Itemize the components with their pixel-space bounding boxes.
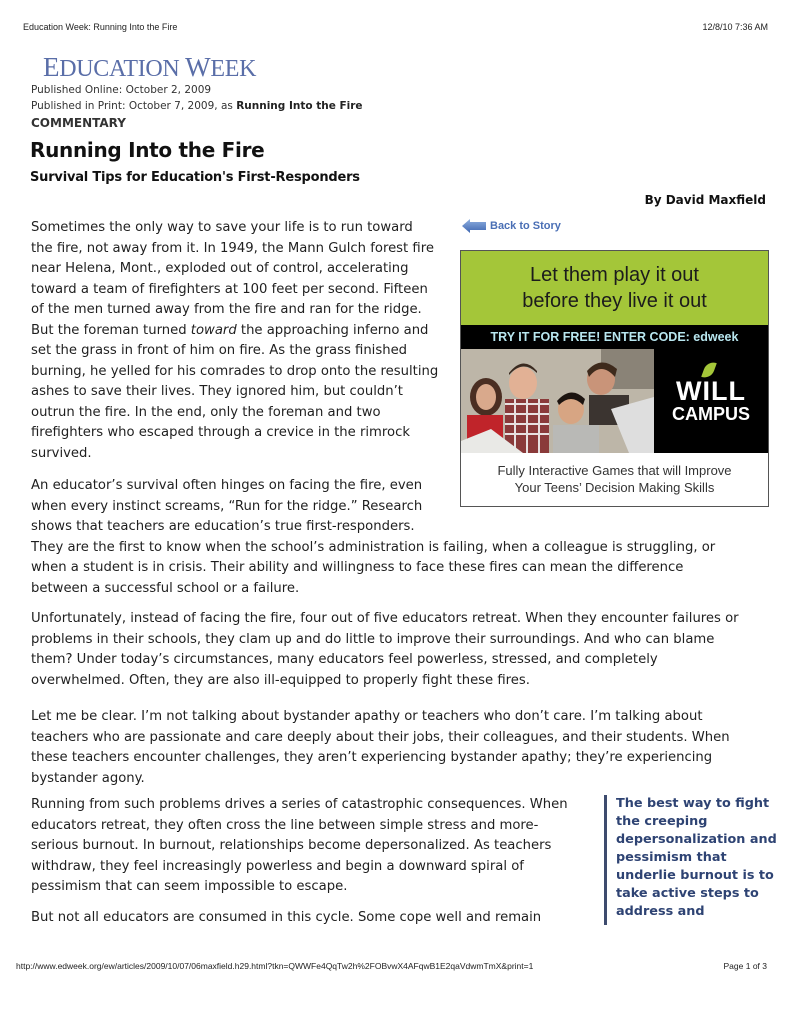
section-label: COMMENTARY — [31, 116, 126, 130]
paragraph-5 — [31, 795, 591, 898]
paragraph-6 — [31, 908, 591, 929]
byline: By David Maxfield — [644, 193, 766, 207]
text-line: them? Under today’s circumstances, many educators feel powerless, stressed, and completely — [31, 652, 658, 667]
print-timestamp: 12/8/10 7:36 AM — [702, 22, 768, 32]
published-online: Published Online: October 2, 2009 — [31, 84, 212, 96]
text-line: serious burnout. In burnout, relationships become depersonalized. As teachers — [31, 838, 552, 853]
paragraph-1 — [31, 218, 461, 464]
text-line: when a student is in crisis. Their ability and willingness to face these fires can mean the difference — [31, 560, 684, 575]
ad-headline-line2: before they live it out — [522, 290, 707, 312]
text-line: ashes to save their lives. They ignored him, but couldn’t — [31, 384, 403, 399]
pull-quote: The best way to fight the creeping depersonalization and pessimism that underlie burnout is to take active steps to address and — [604, 795, 786, 925]
text-line: Running from such problems drives a series of catastrophic consequences. When — [31, 797, 568, 812]
ad-tagline-line2: Your Teens’ Decision Making Skills — [514, 480, 715, 495]
text-line: firefighters who escaped through a crevice in the rimrock — [31, 425, 410, 440]
ad-brand-will: WILL — [676, 376, 746, 406]
text-line: They are the first to know when the school’s administration is failing, when a colleague is struggling, or — [31, 539, 716, 555]
education-week-logo[interactable]: EDUCATION WEEK — [43, 52, 257, 82]
ad-promo-code: TRY IT FOR FREE! ENTER CODE: edweek — [461, 325, 768, 349]
text-segment: But the foreman turned — [31, 322, 191, 338]
published-print-prefix: Published in Print: October 7, 2009, as — [31, 100, 237, 112]
will-campus-ad[interactable] — [460, 250, 769, 507]
text-line: problems in their schools, they clam up and do little to improve their surroundings. And who can blame — [31, 631, 715, 647]
paragraph-4 — [31, 707, 776, 789]
text-line: set the grass in front of him on fire. As the grass finished — [31, 343, 408, 358]
text-line — [31, 321, 461, 342]
article-title: Running Into the Fire — [30, 138, 265, 162]
text-line: toward a team of firefighters at 100 feet per second. Fifteen — [31, 281, 428, 297]
paragraph-3 — [31, 609, 776, 691]
document-title: Education Week: Running Into the Fire — [23, 22, 178, 32]
text-line: But not all educators are consumed in this cycle. Some cope well and remain — [31, 910, 542, 925]
text-line: withdraw, they feel increasingly powerless and begin a downward spiral of — [31, 858, 524, 874]
text-line: the fire, not away from it. In 1949, the Mann Gulch forest fire — [31, 240, 434, 256]
text-line: bystander agony. — [31, 770, 145, 786]
text-line: Unfortunately, instead of facing the fire, four out of five educators retreat. When they encounter failures or — [31, 611, 739, 626]
published-print-title: Running Into the Fire — [236, 100, 363, 112]
ad-headline — [461, 251, 768, 325]
text-line: Let me be clear. I’m not talking about bystander apathy or teachers who don’t care. I’m talking about — [31, 709, 703, 724]
text-line: educators retreat, they often cross the line between simple stress and more- — [31, 817, 539, 833]
text-line: pessimism that can seem impossible to escape. — [31, 879, 348, 894]
text-line: near Helena, Mont., exploded out of control, accelerating — [31, 261, 409, 276]
text-line: between a successful school or a failure. — [31, 580, 300, 596]
text-line: outrun the fire. In the end, only the foreman and two — [31, 404, 381, 420]
ad-tagline-line1: Fully Interactive Games that will Improve — [497, 463, 732, 478]
published-print — [31, 100, 363, 112]
text-line: burning, he yelled for his comrades to drop onto the resulting — [31, 363, 439, 379]
page-number: Page 1 of 3 — [723, 961, 767, 971]
back-to-story-label: Back to Story — [490, 220, 561, 232]
text-line: shows that teachers are education’s true first-responders. — [31, 519, 415, 534]
ad-teens-photo — [461, 349, 654, 453]
text-line: these teachers encounter challenges, they aren’t experiencing bystander apathy; they’re experiencing — [31, 750, 713, 765]
will-campus-logo — [654, 349, 768, 453]
text-line: teachers who are passionate and care deeply about their jobs, their colleagues, and their students. When — [31, 729, 730, 745]
article-subtitle: Survival Tips for Education's First-Responders — [30, 170, 360, 185]
ad-tagline — [461, 453, 768, 505]
text-line: overwhelmed. Often, they are also ill-equipped to properly fight these fires. — [31, 672, 530, 688]
ad-brand-campus: CAMPUS — [671, 404, 750, 424]
footer-url: http://www.edweek.org/ew/articles/2009/10/07/06maxfield.h29.html?tkn=QWWFe4QqTw2h%2FOBvwX4AFqwB1E2qaVdwmTmX&print=1 — [16, 961, 534, 971]
text-segment: the approaching inferno and — [236, 322, 429, 338]
ad-headline-line1: Let them play it out — [530, 264, 699, 286]
left-arrow-icon — [462, 219, 486, 233]
emphasis-toward: toward — [190, 322, 237, 338]
text-line: when every instinct screams, “Run for the ridge.” Research — [31, 498, 423, 514]
text-line: Sometimes the only way to save your life is to run toward — [31, 220, 413, 235]
back-to-story-link[interactable] — [462, 219, 561, 233]
text-line: survived. — [31, 445, 92, 461]
text-line: An educator’s survival often hinges on facing the fire, even — [31, 478, 423, 493]
teens-illustration — [461, 349, 654, 453]
text-line: of the men turned away from the fire and ran for the ridge. — [31, 302, 422, 317]
